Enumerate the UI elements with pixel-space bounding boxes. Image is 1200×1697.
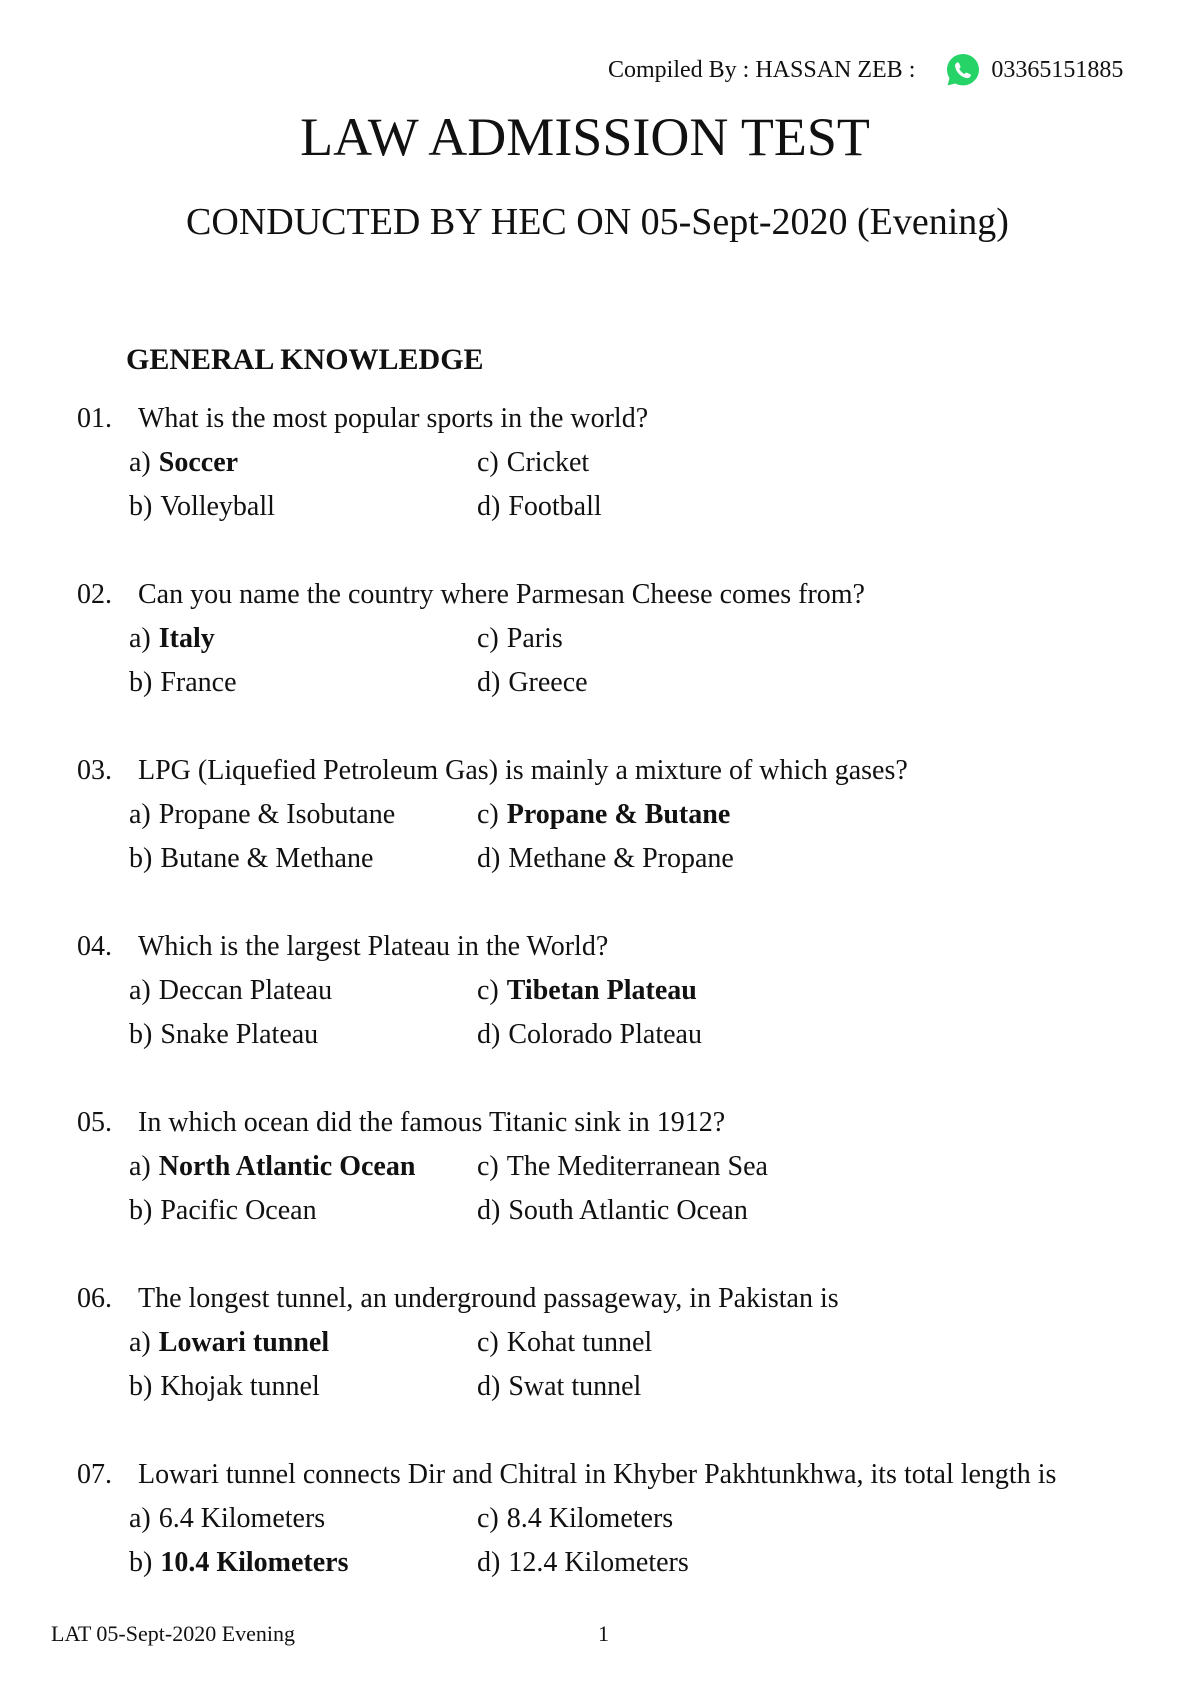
option-row [77, 837, 1177, 881]
question-item [77, 1453, 1177, 1629]
option-text: The Mediterranean Sea [506, 1151, 768, 1182]
option [477, 485, 602, 529]
option [129, 837, 373, 881]
option-letter: c) [477, 1503, 499, 1534]
question-text: Can you name the country where Parmesan Cheese comes from? [138, 579, 865, 610]
option [477, 1365, 641, 1409]
option [129, 793, 395, 837]
option [129, 1013, 318, 1057]
question-item [77, 1277, 1177, 1453]
question-line [77, 397, 1177, 441]
option-text: Soccer [158, 447, 239, 478]
option-text: Propane & Isobutane [158, 799, 396, 830]
option-text: Colorado Plateau [508, 1019, 702, 1050]
question-item [77, 1101, 1177, 1277]
option-text: Lowari tunnel [158, 1327, 330, 1358]
option-text: Italy [158, 623, 215, 654]
option [129, 485, 275, 529]
question-text: In which ocean did the famous Titanic sink in 1912? [138, 1107, 726, 1138]
option-row [77, 661, 1177, 705]
option-text: Cricket [506, 447, 590, 478]
option-text: Pacific Ocean [160, 1195, 317, 1226]
question-line [77, 749, 1177, 793]
option-text: South Atlantic Ocean [508, 1195, 748, 1226]
option-letter: b) [129, 1371, 153, 1402]
question-text: The longest tunnel, an underground passageway, in Pakistan is [138, 1283, 839, 1314]
option-letter: b) [129, 1195, 153, 1226]
option [477, 1497, 673, 1541]
question-number: 03. [77, 755, 112, 786]
question-number: 06. [77, 1283, 112, 1314]
option-text: Football [508, 491, 602, 522]
page-subtitle: CONDUCTED BY HEC ON 05-Sept-2020 (Evening) [186, 201, 1009, 243]
option-letter: d) [477, 491, 501, 522]
option-letter: b) [129, 667, 153, 698]
option-row [77, 1145, 1177, 1189]
question-list [77, 397, 1177, 1629]
question-item [77, 397, 1177, 573]
option-letter: c) [477, 1151, 499, 1182]
question-number: 07. [77, 1459, 112, 1490]
option-text: Snake Plateau [160, 1019, 319, 1050]
option-letter: c) [477, 623, 499, 654]
option-row [77, 485, 1177, 529]
option-letter: a) [129, 623, 151, 654]
option-text: Methane & Propane [508, 843, 734, 874]
section-heading: GENERAL KNOWLEDGE [126, 343, 484, 376]
option [477, 1145, 768, 1189]
question-number: 01. [77, 403, 112, 434]
option-letter: a) [129, 975, 151, 1006]
option-row [77, 1189, 1177, 1233]
option-text: Kohat tunnel [506, 1327, 653, 1358]
option-letter: a) [129, 1503, 151, 1534]
option-letter: b) [129, 1019, 153, 1050]
question-number: 04. [77, 931, 112, 962]
option-row [77, 793, 1177, 837]
whatsapp-icon [945, 52, 981, 88]
option-letter: c) [477, 447, 499, 478]
question-line [77, 1277, 1177, 1321]
question-line [77, 1101, 1177, 1145]
option [477, 837, 734, 881]
option [477, 661, 588, 705]
page-number: 1 [598, 1621, 609, 1646]
question-text: LPG (Liquefied Petroleum Gas) is mainly a mixture of which gases? [138, 755, 908, 786]
option [477, 441, 589, 485]
option [477, 969, 697, 1013]
option [129, 1541, 349, 1585]
question-text: What is the most popular sports in the world? [138, 403, 649, 434]
option-row [77, 1365, 1177, 1409]
option-text: 6.4 Kilometers [158, 1503, 326, 1534]
question-line [77, 573, 1177, 617]
question-text: Which is the largest Plateau in the World? [138, 931, 609, 962]
option [477, 1321, 652, 1365]
option [477, 1189, 748, 1233]
option-letter: d) [477, 1019, 501, 1050]
footer-label: LAT 05-Sept-2020 Evening [51, 1621, 296, 1646]
option [129, 1321, 329, 1365]
option [477, 617, 563, 661]
option-text: Tibetan Plateau [506, 975, 697, 1006]
option [477, 793, 730, 837]
option [477, 1541, 689, 1585]
option [129, 1365, 320, 1409]
option-letter: d) [477, 1547, 501, 1578]
question-line [77, 925, 1177, 969]
option [129, 661, 237, 705]
question-text: Lowari tunnel connects Dir and Chitral in Khyber Pakhtunkhwa, its total length is [138, 1459, 1057, 1490]
option-letter: d) [477, 843, 501, 874]
option [129, 1189, 317, 1233]
option-row [77, 1013, 1177, 1057]
option-row [77, 1541, 1177, 1585]
compiler-credit: Compiled By : HASSAN ZEB : [608, 56, 916, 83]
option-row [77, 617, 1177, 661]
option-letter: c) [477, 1327, 499, 1358]
option [477, 1013, 702, 1057]
option-letter: b) [129, 843, 153, 874]
header-credit [608, 50, 1168, 90]
option-letter: b) [129, 491, 153, 522]
option-text: 8.4 Kilometers [506, 1503, 674, 1534]
option [129, 617, 215, 661]
option-text: Greece [508, 667, 588, 698]
contact-phone: 03365151885 [991, 56, 1124, 83]
option-text: Propane & Butane [506, 799, 731, 830]
option-letter: a) [129, 1151, 151, 1182]
option-text: Butane & Methane [160, 843, 374, 874]
option-letter: a) [129, 447, 151, 478]
option-letter: d) [477, 667, 501, 698]
option-letter: a) [129, 799, 151, 830]
question-item [77, 573, 1177, 749]
option-text: Swat tunnel [508, 1371, 642, 1402]
option-letter: b) [129, 1547, 153, 1578]
option [129, 1145, 415, 1189]
question-item [77, 749, 1177, 925]
option-text: 10.4 Kilometers [160, 1547, 349, 1578]
option-text: Volleyball [160, 491, 275, 522]
option-row [77, 1497, 1177, 1541]
option-text: 12.4 Kilometers [508, 1547, 689, 1578]
option-text: Khojak tunnel [160, 1371, 320, 1402]
option-row [77, 969, 1177, 1013]
option-letter: a) [129, 1327, 151, 1358]
option-text: North Atlantic Ocean [158, 1151, 416, 1182]
option-text: Deccan Plateau [158, 975, 333, 1006]
question-number: 02. [77, 579, 112, 610]
option [129, 1497, 325, 1541]
option-row [77, 1321, 1177, 1365]
option-letter: d) [477, 1371, 501, 1402]
question-item [77, 925, 1177, 1101]
option-text: Paris [506, 623, 563, 654]
option-letter: c) [477, 799, 499, 830]
option-row [77, 441, 1177, 485]
option [129, 441, 238, 485]
question-line [77, 1453, 1177, 1497]
option [129, 969, 332, 1013]
option-text: France [160, 667, 237, 698]
page-title: LAW ADMISSION TEST [300, 107, 870, 167]
option-letter: d) [477, 1195, 501, 1226]
option-letter: c) [477, 975, 499, 1006]
question-number: 05. [77, 1107, 112, 1138]
